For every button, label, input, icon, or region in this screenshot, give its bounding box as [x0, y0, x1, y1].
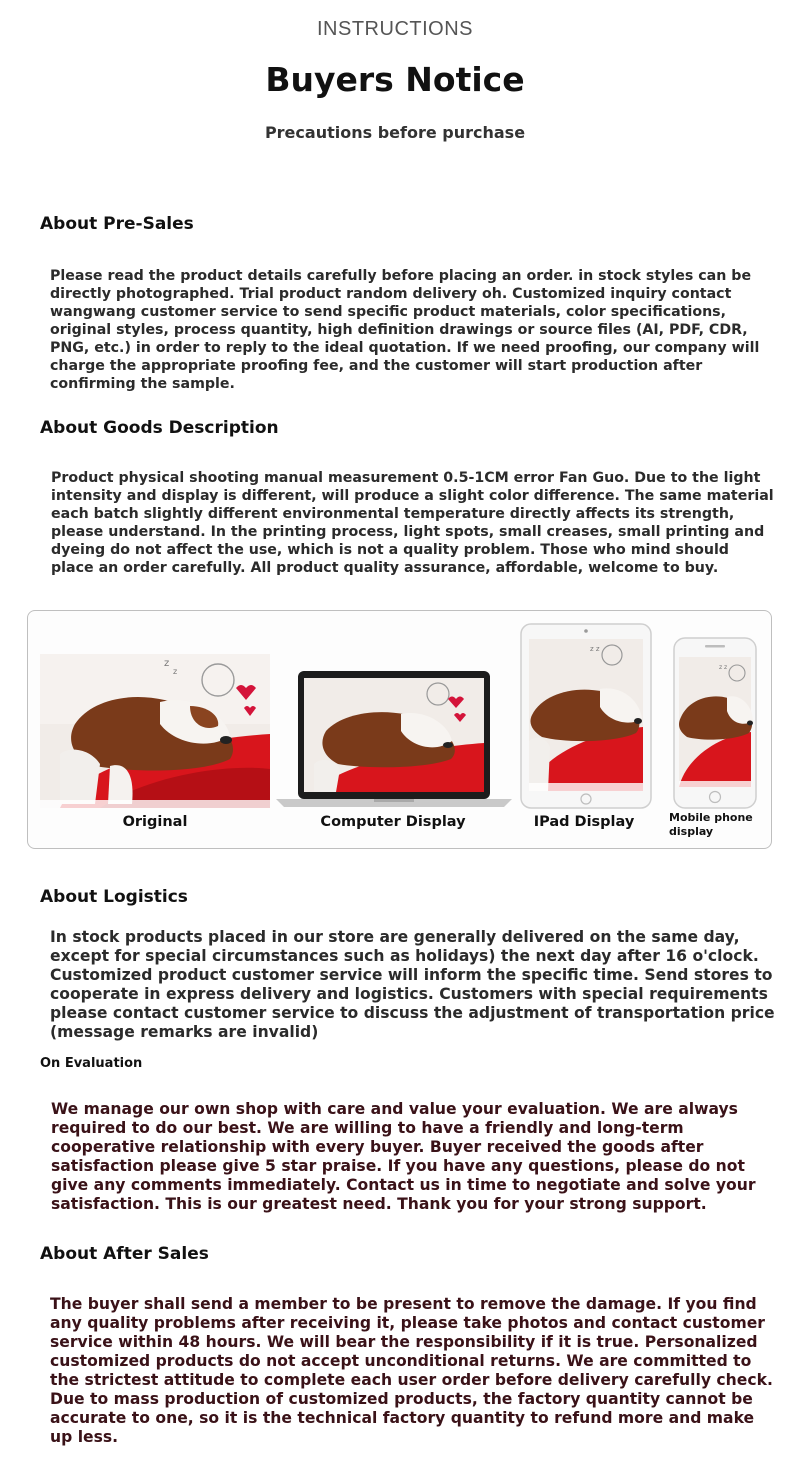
presales-heading: About Pre-Sales [40, 214, 194, 234]
logistics-text: In stock products placed in our store are generally delivered on the same day, except for special circumstances such as holidays) the next day after 16 o'clock. Customized product customer service will inform the specific time. Send stores to cooperate in express delivery and logistics. Customers with special requirements please contact customer service to discuss the adjustment of transportation price (message remarks are invalid) [50, 928, 775, 1041]
display-comparison-panel [27, 610, 772, 849]
computer-display-label: Computer Display [320, 814, 466, 830]
original-photo [40, 654, 270, 808]
instructions-kicker: INSTRUCTIONS [317, 18, 473, 40]
ipad-illustration [520, 623, 652, 809]
goods-text: Product physical shooting manual measurement 0.5-1CM error Fan Guo. Due to the light intensity and display is different, will produce a slight color difference. The same material each batch slightly different environmental temperature directly affects its strength, please understand. In the printing process, light spots, small creases, small printing and dyeing do not affect the use, which is not a quality problem. Those who mind should place an order carefully. All product quality assurance, affordable, welcome to buy. [51, 470, 774, 576]
svg-text:z z: z z [719, 664, 728, 671]
svg-text:z: z [164, 658, 170, 669]
ipad-display-label: IPad Display [533, 814, 635, 830]
evaluation-text: We manage our own shop with care and value your evaluation. We are always required to do our best. We are willing to have a friendly and long-term cooperative relationship with every buyer. Buyer received the goods after satisfaction please give 5 star praise. If you have any questions, please do not give any comments immediately. Contact us in time to negotiate and solve your satisfaction. This is our greatest need. Thank you for your strong support. [51, 1100, 756, 1213]
aftersales-heading: About After Sales [40, 1244, 209, 1264]
original-label: Original [122, 814, 188, 830]
svg-text:z: z [173, 667, 178, 676]
svg-text:z z: z z [590, 645, 600, 653]
mobile-display-label: Mobile phone display [669, 811, 753, 838]
laptop-illustration [276, 669, 512, 809]
aftersales-text: The buyer shall send a member to be present to remove the damage. If you find any quality problems after receiving it, please take photos and contact customer service within 48 hours. We will bear the responsibility if it is true. Personalized customized products do not accept unconditional returns. We are committed to the strictest attitude to complete each user order before delivery carefully check. Due to mass production of customized products, the factory quantity cannot be accurate to one, so it is the technical factory quantity to refund more and make up less. [50, 1295, 773, 1446]
goods-heading: About Goods Description [40, 418, 279, 438]
evaluation-heading: On Evaluation [40, 1056, 143, 1071]
page-title: Buyers Notice [265, 60, 525, 99]
logistics-heading: About Logistics [40, 887, 188, 907]
page-subtitle: Precautions before purchase [264, 123, 526, 142]
presales-text: Please read the product details carefully before placing an order. in stock styles can be directly photographed. Trial product random delivery oh. Customized inquiry contact wangwang customer service to send specific product materials, color specifications, original styles, process quantity, high definition drawings or source files (AI, PDF, CDR, PNG, etc.) in order to reply to the ideal quotation. If we need proofing, our company will charge the appropriate proofing fee, and the customer will start production after confirming the sample. [50, 268, 760, 392]
phone-illustration [673, 637, 757, 809]
